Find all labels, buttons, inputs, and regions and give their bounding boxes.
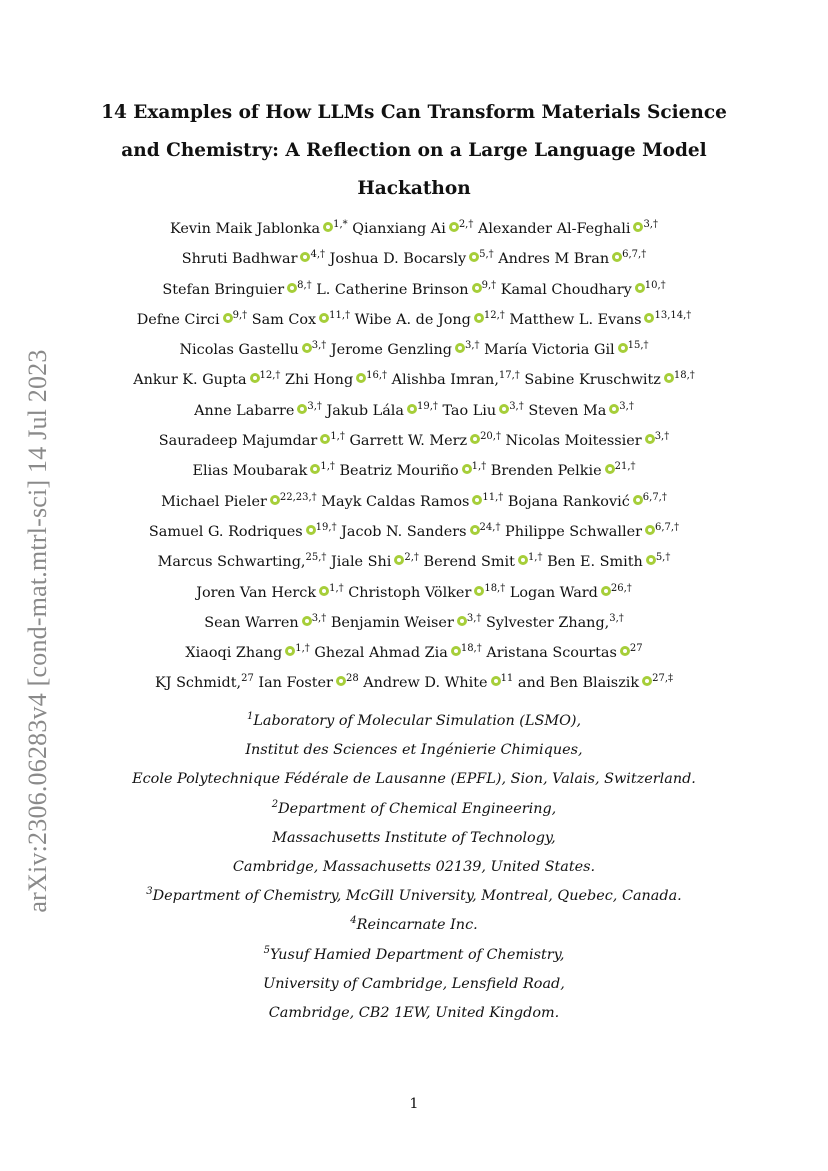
- author-affiliation-marker: 19,†: [416, 400, 438, 412]
- author-affiliation-marker: 12,†: [259, 370, 281, 382]
- author-name: Ben E. Smith: [547, 554, 643, 571]
- author-affiliation-marker: 18,†: [673, 370, 695, 382]
- author-affiliation-marker: 6,7,†: [622, 249, 647, 261]
- author-name: Elias Moubarak: [192, 463, 308, 480]
- affiliation-number: 1: [246, 711, 254, 722]
- orcid-icon[interactable]: [645, 525, 655, 535]
- orcid-icon[interactable]: [449, 222, 459, 232]
- orcid-icon[interactable]: [407, 404, 417, 414]
- orcid-icon[interactable]: [474, 586, 484, 596]
- orcid-icon[interactable]: [472, 495, 482, 505]
- author-line: [70, 638, 758, 668]
- affiliation-list: [70, 707, 758, 1028]
- author-name: Jacob N. Sanders: [341, 523, 467, 540]
- orcid-icon[interactable]: [601, 586, 611, 596]
- author-affiliation-marker: 3,†: [609, 612, 624, 624]
- author: [182, 251, 325, 267]
- author-line: [70, 214, 758, 244]
- orcid-icon[interactable]: [620, 646, 630, 656]
- author-name: Michael Pieler: [161, 493, 267, 510]
- author: [204, 612, 327, 631]
- orcid-icon[interactable]: [336, 676, 346, 686]
- orcid-icon[interactable]: [633, 222, 643, 232]
- author-affiliation-marker: 2,†: [404, 552, 419, 564]
- author-affiliation-marker: 1,†: [320, 461, 335, 473]
- orcid-icon[interactable]: [605, 464, 615, 474]
- author-name: Nicolas Moitessier: [505, 433, 642, 450]
- affiliation-line: [70, 795, 758, 824]
- author-affiliation-marker: 22,23,†: [279, 491, 317, 503]
- author-name: Defne Circi: [136, 311, 220, 328]
- orcid-icon[interactable]: [645, 434, 655, 444]
- author: [348, 221, 474, 237]
- author: [326, 554, 419, 570]
- affiliation-text: Department of Chemical Engineering,: [278, 800, 557, 817]
- author-name: Benjamin Weiser: [330, 614, 454, 631]
- author: [158, 554, 327, 570]
- author: [194, 400, 322, 419]
- author-name: L. Catherine Brinson: [316, 281, 469, 298]
- affiliation-line: [70, 736, 758, 765]
- author-name: Sean Warren: [204, 614, 299, 631]
- orcid-icon[interactable]: [470, 434, 480, 444]
- author-affiliation-marker: 9,†: [481, 279, 497, 291]
- author: [322, 400, 438, 419]
- author-name: Tao Liu: [442, 402, 497, 419]
- author: [162, 279, 312, 298]
- orcid-icon[interactable]: [394, 555, 404, 565]
- orcid-icon[interactable]: [457, 616, 467, 626]
- author-line: [70, 244, 758, 274]
- author-name: Berend Smit: [423, 554, 515, 571]
- author-affiliation-marker: 1,†: [471, 461, 487, 473]
- author-name: Philippe Schwaller: [505, 523, 642, 540]
- author-line: [70, 487, 758, 517]
- paper-title: [90, 94, 738, 208]
- orcid-icon[interactable]: [270, 495, 280, 505]
- author-name: Joshua D. Bocarsly: [329, 251, 467, 268]
- author: [335, 463, 486, 479]
- author-line: [70, 365, 758, 395]
- author-affiliation-marker: 10,†: [644, 279, 666, 291]
- author-affiliation-marker: 11,†: [482, 491, 504, 503]
- author-affiliation-marker: 4,†: [310, 249, 325, 261]
- orcid-icon[interactable]: [491, 676, 501, 686]
- author: [326, 612, 482, 631]
- author-name: Andres M Bran: [498, 251, 610, 268]
- author-line: [70, 547, 758, 577]
- orcid-icon[interactable]: [609, 404, 619, 414]
- author: [473, 221, 658, 237]
- author-affiliation-marker: 1,*: [333, 219, 348, 230]
- author-name: Beatriz Mouriño: [339, 463, 459, 480]
- author: [387, 372, 520, 388]
- affiliation-text: Massachusetts Institute of Technology,: [272, 829, 556, 846]
- author-line: [70, 578, 758, 608]
- author: [520, 372, 695, 388]
- orcid-icon[interactable]: [323, 222, 333, 232]
- orcid-icon[interactable]: [499, 404, 509, 414]
- author-affiliation-marker: 16,†: [366, 370, 388, 382]
- author: [247, 309, 351, 328]
- orcid-icon[interactable]: [310, 464, 320, 474]
- orcid-icon[interactable]: [285, 646, 295, 656]
- affiliation-text: University of Cambridge, Lensfield Road,: [263, 975, 565, 992]
- affiliation-text: Cambridge, Massachusetts 02139, United States.: [232, 858, 596, 875]
- author-name: Nicolas Gastellu: [179, 342, 299, 359]
- author-affiliation-marker: 13,14,†: [654, 309, 692, 321]
- orcid-icon[interactable]: [223, 313, 233, 323]
- orcid-icon[interactable]: [518, 555, 528, 565]
- orcid-icon[interactable]: [664, 373, 674, 383]
- author-name: Wibe A. de Jong: [354, 311, 471, 328]
- title-line: and Chemistry: A Reflection on a Large Language Model: [121, 140, 707, 161]
- author-name: Logan Ward: [509, 584, 598, 601]
- author: [501, 433, 669, 449]
- affiliation-number: 4: [350, 915, 357, 927]
- author-name: Samuel G. Rodriques: [148, 523, 303, 540]
- author: [155, 675, 254, 691]
- author: [312, 279, 497, 298]
- author: [159, 433, 345, 449]
- orcid-icon[interactable]: [635, 283, 645, 293]
- author-affiliation-marker: 1,†: [527, 552, 543, 564]
- author-name: Xiaoqi Zhang: [185, 645, 283, 662]
- author: [480, 342, 649, 358]
- affiliation-number: 3: [146, 886, 153, 898]
- author-name: Brenden Pelkie: [490, 463, 602, 480]
- orcid-icon[interactable]: [618, 343, 628, 353]
- author-name: Sam Cox: [251, 311, 317, 328]
- author-affiliation-marker: 25,†: [305, 552, 327, 564]
- author-list: [70, 214, 758, 699]
- orcid-icon[interactable]: [451, 646, 461, 656]
- page-number: 1: [409, 1096, 419, 1112]
- author: [317, 491, 504, 510]
- author-affiliation-marker: 1,†: [295, 643, 310, 655]
- author-name: Christoph Völker: [348, 584, 472, 601]
- author: [148, 521, 337, 540]
- orcid-icon[interactable]: [612, 252, 622, 262]
- author-affiliation-marker: 3,†: [509, 400, 524, 412]
- author: [359, 675, 514, 691]
- orcid-icon[interactable]: [319, 586, 329, 596]
- affiliation-text: Cambridge, CB2 1EW, United Kingdom.: [268, 1004, 560, 1021]
- author-affiliation-marker: 1,†: [330, 431, 345, 443]
- author-affiliation-marker: 3,†: [464, 340, 480, 352]
- author-name: Aristana Scourtas: [486, 645, 617, 662]
- author: [179, 342, 326, 358]
- author-name: Alexander Al-Feghali: [477, 221, 631, 237]
- author-name: Sauradeep Majumdar: [158, 433, 318, 450]
- author-affiliation-marker: 2,†: [458, 219, 474, 230]
- affiliation-text: Laboratory of Molecular Simulation (LSMO),: [253, 713, 582, 729]
- orcid-icon[interactable]: [320, 434, 330, 444]
- author-affiliation-marker: 6,7,†: [655, 521, 680, 533]
- author-name: Ben Blaiszik: [549, 675, 640, 692]
- author-name: Sylvester Zhang,: [485, 614, 610, 631]
- author-name: Kevin Maik Jablonka: [170, 221, 321, 237]
- author-affiliation-marker: 24,†: [479, 521, 501, 533]
- author-name: Sabine Kruschwitz: [524, 372, 661, 389]
- author: [500, 521, 680, 540]
- author: [503, 491, 667, 510]
- author: [196, 582, 344, 601]
- author-affiliation-marker: 15,†: [627, 340, 649, 352]
- affiliation-line: [70, 824, 758, 853]
- author-line: [70, 335, 758, 365]
- author: [325, 251, 494, 267]
- author-name: Andrew D. White: [363, 675, 488, 692]
- author-affiliation-marker: 11: [500, 673, 514, 685]
- author: [133, 372, 280, 388]
- author-name: Matthew L. Evans: [509, 311, 642, 328]
- author: [482, 645, 643, 661]
- author: [170, 221, 348, 237]
- author: [345, 433, 501, 449]
- affiliation-text: Department of Chemistry, McGill University, Montreal, Quebec, Canada.: [152, 888, 682, 905]
- author: [254, 675, 359, 691]
- author-line: [70, 396, 758, 426]
- author: [505, 582, 632, 601]
- affiliation-number: 5: [263, 944, 270, 956]
- affiliation-number: 2: [271, 798, 279, 810]
- orcid-icon[interactable]: [356, 373, 366, 383]
- orcid-icon[interactable]: [250, 373, 260, 383]
- affiliation-line: [70, 707, 758, 736]
- author-affiliation-marker: 3,†: [654, 431, 670, 443]
- author-name: Jerome Genzling: [330, 342, 452, 359]
- author-affiliation-marker: 28: [345, 673, 359, 685]
- author-affiliation-marker: 3,†: [643, 219, 658, 230]
- author-name: Jiale Shi: [331, 554, 392, 571]
- author-name: Marcus Schwarting,: [157, 554, 306, 571]
- author-name: Anne Labarre: [194, 402, 295, 419]
- author: [481, 612, 624, 631]
- author-name: Garrett W. Merz: [349, 433, 468, 450]
- author-affiliation-marker: 18,†: [484, 582, 506, 594]
- orcid-icon[interactable]: [644, 313, 654, 323]
- orcid-icon[interactable]: [287, 283, 297, 293]
- author-name: Ian Foster: [258, 675, 333, 692]
- orcid-icon[interactable]: [469, 252, 479, 262]
- orcid-icon[interactable]: [302, 616, 312, 626]
- author-affiliation-marker: 3,†: [311, 340, 327, 352]
- author-conjunction: and: [517, 675, 545, 692]
- orcid-icon[interactable]: [633, 495, 643, 505]
- author-affiliation-marker: 3,†: [466, 612, 482, 624]
- orcid-icon[interactable]: [472, 283, 482, 293]
- author-affiliation-marker: 3,†: [307, 400, 322, 412]
- affiliation-text: Yusuf Hamied Department of Chemistry,: [269, 946, 565, 963]
- author-name: Shruti Badhwar: [181, 251, 298, 268]
- author-name: Jakub Lála: [326, 402, 404, 419]
- affiliation-text: Reincarnate Inc.: [356, 917, 478, 934]
- author-affiliation-marker: 6,7,†: [642, 491, 667, 503]
- author-name: Ghezal Ahmad Zia: [314, 645, 448, 662]
- affiliation-text: Ecole Polytechnique Fédérale de Lausanne (EPFL), Sion, Valais, Switzerland.: [132, 771, 696, 788]
- author-affiliation-marker: 1,†: [329, 582, 344, 594]
- orcid-icon[interactable]: [462, 464, 472, 474]
- author-affiliation-marker: 21,†: [614, 461, 636, 473]
- author: [545, 675, 673, 691]
- author-affiliation-marker: 8,†: [297, 279, 312, 291]
- author-name: KJ Schmidt,: [154, 675, 242, 692]
- author-name: Alishba Imran,: [391, 372, 499, 389]
- arxiv-stamp: [22, 326, 54, 936]
- title-line: 14 Examples of How LLMs Can Transform Materials Science: [101, 102, 727, 123]
- author-name: Steven Ma: [528, 402, 607, 419]
- author-name: Bojana Ranković: [507, 493, 630, 510]
- author-affiliation-marker: 20,†: [480, 431, 501, 443]
- orcid-icon[interactable]: [455, 343, 465, 353]
- affiliation-line: [70, 999, 758, 1028]
- author: [419, 554, 543, 570]
- author: [524, 400, 634, 419]
- author-name: María Victoria Gil: [484, 342, 615, 359]
- author-affiliation-marker: 5,†: [479, 249, 494, 261]
- author-affiliation-marker: 26,†: [610, 582, 632, 594]
- affiliation-line: [70, 882, 758, 911]
- author-line: [70, 456, 758, 486]
- author-affiliation-marker: 5,†: [655, 552, 671, 564]
- author-line: [70, 305, 758, 335]
- author-name: Zhi Hong: [285, 372, 354, 389]
- arxiv-stamp-text: arXiv:2306.06283v4 [cond-mat.mtrl-sci] 14 Jul 2023: [23, 349, 52, 913]
- author-affiliation-marker: 3,†: [311, 612, 327, 624]
- author: [505, 309, 692, 328]
- author-line: [70, 668, 758, 698]
- affiliation-line: [70, 765, 758, 794]
- author-affiliation-marker: 27,‡: [652, 673, 674, 685]
- orcid-icon[interactable]: [302, 343, 312, 353]
- author: [438, 400, 524, 419]
- author-line: [70, 426, 758, 456]
- author: [542, 554, 670, 570]
- author: [192, 463, 334, 479]
- author-affiliation-marker: 27: [241, 673, 254, 685]
- author-affiliation-marker: 12,†: [483, 309, 505, 321]
- author-name: Ankur K. Gupta: [133, 372, 247, 389]
- author-line: [70, 517, 758, 547]
- author: [350, 309, 505, 328]
- author-name: Stefan Bringuier: [162, 281, 285, 298]
- author-affiliation-marker: 19,†: [315, 521, 337, 533]
- affiliation-line: [70, 911, 758, 940]
- author: [280, 372, 387, 388]
- orcid-icon[interactable]: [642, 676, 652, 686]
- author: [310, 645, 482, 661]
- author-line: [70, 608, 758, 638]
- author-affiliation-marker: 3,†: [619, 400, 634, 412]
- affiliation-line: [70, 970, 758, 999]
- author-affiliation-marker: 17,†: [498, 370, 520, 382]
- author: [344, 582, 506, 601]
- affiliation-line: [70, 853, 758, 882]
- orcid-icon[interactable]: [470, 525, 480, 535]
- author-line: [70, 275, 758, 305]
- orcid-icon[interactable]: [474, 313, 484, 323]
- author-affiliation-marker: 18,†: [460, 643, 482, 655]
- author: [496, 279, 666, 298]
- author-name: Mayk Caldas Ramos: [321, 493, 470, 510]
- author: [326, 342, 479, 358]
- affiliation-text: Institut des Sciences et Ingénierie Chimiques,: [245, 742, 583, 759]
- author: [337, 521, 501, 540]
- author: [494, 251, 647, 267]
- author: [185, 645, 309, 661]
- orcid-icon[interactable]: [300, 252, 310, 262]
- author-affiliation-marker: 27: [629, 643, 643, 655]
- orcid-icon[interactable]: [297, 404, 307, 414]
- author: [486, 463, 635, 479]
- author-name: Qianxiang Ai: [352, 221, 446, 237]
- author-name: Kamal Choudhary: [500, 281, 632, 298]
- author: [136, 309, 248, 328]
- orcid-icon[interactable]: [646, 555, 656, 565]
- author-affiliation-marker: 9,†: [232, 309, 248, 321]
- orcid-icon[interactable]: [319, 313, 329, 323]
- title-line: Hackathon: [357, 178, 471, 199]
- orcid-icon[interactable]: [306, 525, 316, 535]
- affiliation-line: [70, 941, 758, 970]
- author-name: Joren Van Herck: [196, 584, 317, 601]
- author-affiliation-marker: 11,†: [329, 309, 351, 321]
- author: [161, 491, 317, 510]
